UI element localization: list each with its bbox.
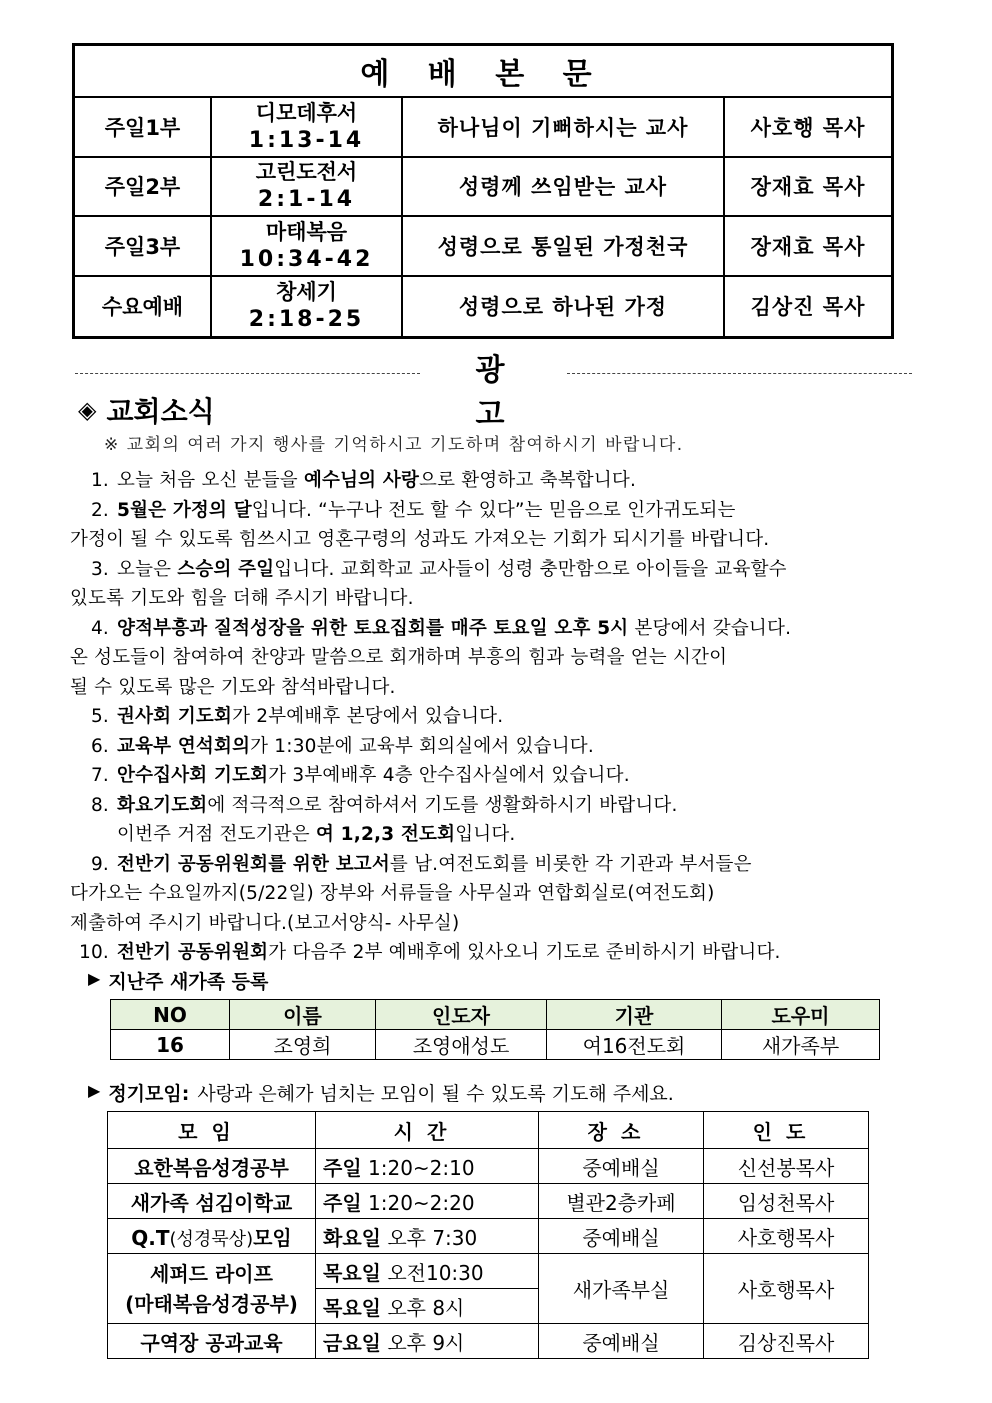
news-item-post: 를 남.여전도회를 비롯한 각 기관과 부서들은 — [389, 853, 752, 875]
service-name: 주일2부 — [75, 158, 212, 216]
meeting-hour: 오후 7:30 — [387, 1225, 478, 1250]
worship-row — [75, 158, 891, 218]
scripture-book: 창세기 — [276, 280, 337, 305]
meeting-time — [316, 1254, 539, 1289]
scripture — [212, 98, 403, 156]
scripture-book: 마태복음 — [265, 219, 348, 244]
table-row — [108, 1324, 869, 1359]
news-item-text — [117, 702, 930, 732]
service-name: 주일1부 — [75, 98, 212, 156]
divider-left — [75, 373, 420, 374]
news-item-post: 에 적극적으로 참여하셔서 기도를 생활화하시기 바랍니다. — [207, 794, 678, 816]
meeting-place: 새가족부실 — [539, 1254, 704, 1324]
meeting-time — [316, 1324, 539, 1359]
news-item-bold: 여 1,2,3 전도회 — [315, 824, 456, 845]
news-item-post: 입니다. 교회학교 교사들이 성령 충만함으로 아이들을 교육할수 — [274, 558, 787, 580]
scripture-ref: 10:34-42 — [239, 246, 374, 272]
news-item-post: 입니다. “누구나 전도 할 수 있다”는 믿음으로 인가귀도되는 — [251, 499, 736, 521]
news-heading — [78, 390, 215, 430]
news-item-bold: 예수님의 사랑 — [303, 470, 420, 491]
scripture-book: 디모데후서 — [255, 100, 358, 125]
news-item-bold: 스승의 주일 — [177, 558, 275, 580]
meeting-leader: 김상진목사 — [704, 1324, 869, 1359]
sermon-title: 성령으로 통일된 가정천국 — [403, 217, 725, 275]
meeting-leader: 신선봉목사 — [704, 1149, 869, 1184]
meeting-place: 별관2층카페 — [539, 1184, 704, 1219]
news-item-bold: 안수집사회 기도회 — [117, 765, 269, 786]
meeting-place: 중예배실 — [539, 1149, 704, 1184]
news-item-continuation: 제출하여 주시기 바랍니다.(보고서양식- 사무실) — [70, 912, 460, 934]
worship-table — [72, 43, 894, 339]
news-item-continuation: 가정이 될 수 있도록 힘쓰시고 영혼구령의 성과도 가져오는 기회가 되시기를 바랍니다. — [70, 529, 770, 550]
family-heading-text: 지난주 새가족 등록 — [108, 971, 269, 993]
table-cell: 조영애성도 — [376, 1030, 547, 1060]
scripture-book: 고린도전서 — [255, 160, 358, 185]
table-row — [111, 1030, 880, 1060]
col-header: 시간 — [316, 1112, 539, 1149]
news-item-bold: 전반기 공동위원회를 위한 보고서 — [117, 853, 390, 875]
meeting-day: 화요일 — [323, 1225, 381, 1250]
meeting-name: 새가족 섬김이학교 — [108, 1184, 316, 1219]
news-item-number: 2. — [90, 499, 109, 521]
meeting-time — [316, 1289, 539, 1324]
news-item-text — [117, 466, 930, 496]
col-header: NO — [111, 1000, 230, 1030]
news-item-bold: 5월은 가정의 달 — [117, 499, 252, 521]
table-row — [108, 1254, 869, 1289]
meeting-name-a: Q.T — [131, 1225, 170, 1250]
col-header: 장소 — [539, 1112, 704, 1149]
diamond-icon: ◈ — [78, 396, 97, 424]
scripture — [212, 277, 403, 337]
col-header: 인도 — [704, 1112, 869, 1149]
sermon-title: 성령으로 하나된 가정 — [403, 277, 725, 337]
meeting-hour: 오후 8시 — [387, 1295, 465, 1320]
table-cell: 새가족부 — [722, 1030, 880, 1060]
sermon-title: 하나님이 기뻐하시는 교사 — [403, 98, 725, 156]
meeting-leader: 사호행목사 — [704, 1219, 869, 1254]
meeting-name-b: (성경묵상) — [169, 1228, 254, 1250]
meeting-hour: 1:20~2:10 — [368, 1155, 475, 1180]
meeting-time — [316, 1149, 539, 1184]
table-row — [108, 1149, 869, 1184]
news-item-pre: 오늘은 — [117, 558, 178, 580]
col-header: 기관 — [547, 1000, 722, 1030]
service-name: 주일3부 — [75, 217, 212, 275]
news-item — [70, 761, 930, 791]
news-item-text — [117, 732, 930, 762]
meeting-leader: 사호행목사 — [704, 1254, 869, 1324]
sermon-title: 성령께 쓰임받는 교사 — [403, 158, 725, 216]
worship-title: 예 배 본 문 — [75, 46, 891, 98]
news-item-number: 3. — [90, 558, 109, 580]
news-item-number: 8. — [90, 794, 109, 816]
news-item — [70, 555, 930, 585]
news-item-text — [117, 614, 930, 644]
news-item-number: 5. — [90, 706, 109, 727]
news-item — [70, 732, 930, 762]
news-item-number: 9. — [90, 853, 109, 875]
meeting-name-line2: (마태복음성경공부) — [125, 1291, 298, 1316]
meeting-leader: 임성천목사 — [704, 1184, 869, 1219]
news-item-pre: 이번주 거점 전도기관은 — [117, 824, 316, 845]
col-header: 인도자 — [376, 1000, 547, 1030]
ad-title: 광 고 — [475, 353, 535, 432]
meeting-day: 금요일 — [323, 1330, 381, 1355]
table-cell: 여16전도회 — [547, 1030, 722, 1060]
service-name: 수요예배 — [75, 277, 212, 337]
news-item — [70, 702, 930, 732]
news-item-post: 입니다. — [455, 824, 516, 845]
meeting-hour: 오후 9시 — [387, 1330, 465, 1355]
news-item-post: 으로 환영하고 축복합니다. — [419, 470, 637, 491]
news-item-text — [117, 496, 930, 526]
table-cell: 조영희 — [230, 1030, 376, 1060]
news-item-number: 6. — [90, 735, 109, 757]
news-item-bold: 권사회 기도회 — [117, 706, 233, 727]
news-item — [70, 614, 930, 644]
news-item-post: 가 3부예배후 4층 안수집사실에서 있습니다. — [268, 765, 630, 786]
meeting-name: 요한복음성경공부 — [108, 1149, 316, 1184]
meetings-heading-text: 사랑과 은혜가 넘치는 모임이 될 수 있도록 기도해 주세요. — [197, 1083, 674, 1105]
meetings-heading-label: 정기모임: — [108, 1083, 190, 1105]
preacher: 장재효 목사 — [750, 234, 866, 259]
meeting-day: 주일 — [323, 1190, 362, 1215]
news-item-continuation: 다가오는 수요일까지(5/22일) 장부와 서류들을 사무실과 연합회실로(여전도회) — [70, 883, 715, 904]
news-item-post: 가 1:30분에 교육부 회의실에서 있습니다. — [250, 735, 594, 757]
scripture — [212, 217, 403, 275]
preacher: 장재효 목사 — [750, 175, 866, 200]
news-item — [70, 820, 930, 850]
news-item — [70, 496, 930, 526]
meeting-name: 구역장 공과교육 — [108, 1324, 316, 1359]
meetings-table — [107, 1111, 869, 1359]
news-item — [70, 938, 930, 968]
news-heading-text: 교회소식 — [106, 395, 215, 428]
col-header: 이름 — [230, 1000, 376, 1030]
news-item-text — [117, 820, 930, 850]
meeting-name — [108, 1219, 316, 1254]
news-item-number: 7. — [90, 765, 109, 786]
news-item-continuation: 온 성도들이 참여하여 찬양과 말씀으로 회개하며 부흥의 힘과 능력을 얻는 시간이 — [70, 647, 728, 668]
col-header: 모임 — [108, 1112, 316, 1149]
scripture-ref: 2:1-14 — [257, 187, 356, 213]
news-item-text — [117, 850, 930, 880]
col-header: 도우미 — [722, 1000, 880, 1030]
scripture — [212, 158, 403, 216]
news-item — [70, 850, 930, 880]
news-item-continuation: 있도록 기도와 힘을 더해 주시기 바랍니다. — [70, 588, 414, 609]
news-item-text — [117, 761, 930, 791]
news-note: ※ 교회의 여러 가지 행사를 기억하시고 기도하며 참여하시기 바랍니다. — [104, 435, 684, 455]
meeting-hour: 오전10:30 — [387, 1260, 484, 1285]
news-item-text — [117, 938, 930, 968]
table-cell: 16 — [111, 1030, 230, 1060]
table-row — [108, 1219, 869, 1254]
meeting-name — [108, 1254, 316, 1324]
divider-right — [567, 373, 912, 374]
news-item-bold: 교육부 연석회의 — [117, 735, 251, 757]
meeting-place: 중예배실 — [539, 1324, 704, 1359]
scripture-ref: 1:13-14 — [248, 127, 365, 153]
table-row — [108, 1184, 869, 1219]
family-heading — [88, 967, 268, 994]
news-item-text — [117, 555, 930, 585]
meetings-heading — [88, 1079, 674, 1106]
news-item-bold: 전반기 공동위원회 — [117, 942, 269, 963]
meeting-hour: 1:20~2:20 — [368, 1190, 475, 1215]
new-family-table — [110, 999, 880, 1060]
meeting-name-c: 모임 — [253, 1225, 292, 1250]
worship-row — [75, 217, 891, 277]
news-item-number: 10. — [78, 942, 109, 963]
news-item-pre: 오늘 처음 오신 분들을 — [117, 470, 304, 491]
meeting-day: 주일 — [323, 1155, 362, 1180]
preacher: 김상진 목사 — [750, 295, 866, 320]
news-item-post: 본당에서 갖습니다. — [628, 617, 792, 639]
news-item-bold: 화요기도회 — [117, 794, 208, 816]
worship-row — [75, 98, 891, 158]
news-item — [70, 791, 930, 821]
news-list — [70, 466, 930, 968]
news-item — [70, 466, 930, 496]
meeting-place: 중예배실 — [539, 1219, 704, 1254]
preacher: 사호행 목사 — [750, 115, 866, 140]
meeting-day: 목요일 — [323, 1260, 381, 1285]
news-item-post: 가 2부예배후 본당에서 있습니다. — [232, 706, 504, 727]
news-item-number: 1. — [90, 470, 109, 491]
scripture-ref: 2:18-25 — [248, 307, 365, 333]
meeting-time — [316, 1219, 539, 1254]
news-item-post: 가 다음주 2부 예배후에 있사오니 기도로 준비하시기 바랍니다. — [268, 942, 781, 963]
meeting-time — [316, 1184, 539, 1219]
news-item-number: 4. — [90, 617, 109, 639]
news-item-bold: 양적부흥과 질적성장을 위한 토요집회를 매주 토요일 오후 5시 — [117, 617, 629, 639]
meeting-name-line1: 세퍼드 라이프 — [150, 1261, 273, 1286]
news-item-text — [117, 791, 930, 821]
news-item-number — [70, 820, 117, 850]
triangle-right-icon: ▶ — [88, 1081, 101, 1100]
worship-row — [75, 277, 891, 337]
news-item-continuation: 될 수 있도록 많은 기도와 참석바랍니다. — [70, 676, 396, 698]
meeting-day: 목요일 — [323, 1295, 381, 1320]
triangle-right-icon: ▶ — [88, 969, 101, 988]
